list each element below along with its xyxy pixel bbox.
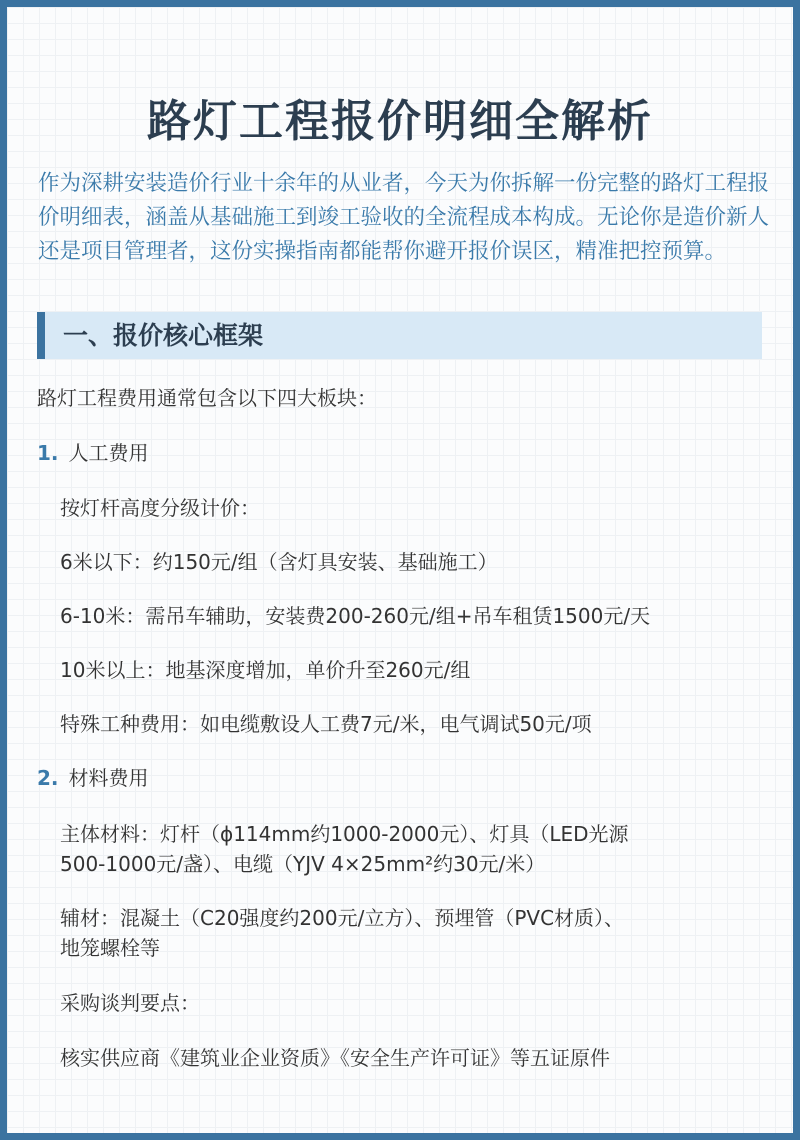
item-heading-materials — [37, 763, 149, 793]
document-page — [7, 7, 793, 1133]
intro-paragraph: 作为深耕安装造价行业十余年的从业者，今天为你拆解一份完整的路灯工程报价明细表，涵盖从基础施工到竣工验收的全流程成本构成。无论你是造价新人还是项目管理者，这份实操指南都能帮你避开报价误区，精准把控预算。 — [38, 171, 770, 264]
text-line: 6米以下：约150元/组（含灯具安装、基础施工） — [60, 550, 498, 574]
section-heading: 一、报价核心框架 — [37, 312, 762, 359]
text-line: 6-10米：需吊车辅助，安装费200-260元/组+吊车租赁1500元/天 — [60, 604, 651, 628]
text-line: 地笼螺栓等 — [60, 936, 160, 960]
text-line: 采购谈判要点： — [60, 991, 200, 1015]
item-number: 2. — [37, 766, 59, 790]
item-number: 1. — [37, 441, 59, 465]
text-line: 核实供应商《建筑业企业资质》《安全生产许可证》等五证原件 — [60, 1046, 610, 1070]
page-title: 路灯工程报价明细全解析 — [147, 96, 653, 147]
text-line: 500-1000元/盏）、电缆（YJV 4×25mm²约30元/米） — [60, 852, 546, 876]
text-line: 辅材：混凝土（C20强度约200元/立方）、预埋管（PVC材质）、 — [60, 906, 625, 930]
item-title: 人工费用 — [68, 441, 149, 465]
text-line: 特殊工种费用：如电缆敷设人工费7元/米，电气调试50元/项 — [60, 712, 592, 736]
text-line: 主体材料：灯杆（ϕ114mm约1000-2000元）、灯具（LED光源 — [60, 822, 629, 846]
item-heading-labor — [37, 438, 149, 468]
section-lead: 路灯工程费用通常包含以下四大板块： — [37, 386, 377, 410]
text-line: 按灯杆高度分级计价： — [60, 496, 260, 520]
text-line: 10米以上：地基深度增加，单价升至260元/组 — [60, 658, 471, 682]
item-title: 材料费用 — [68, 766, 149, 790]
